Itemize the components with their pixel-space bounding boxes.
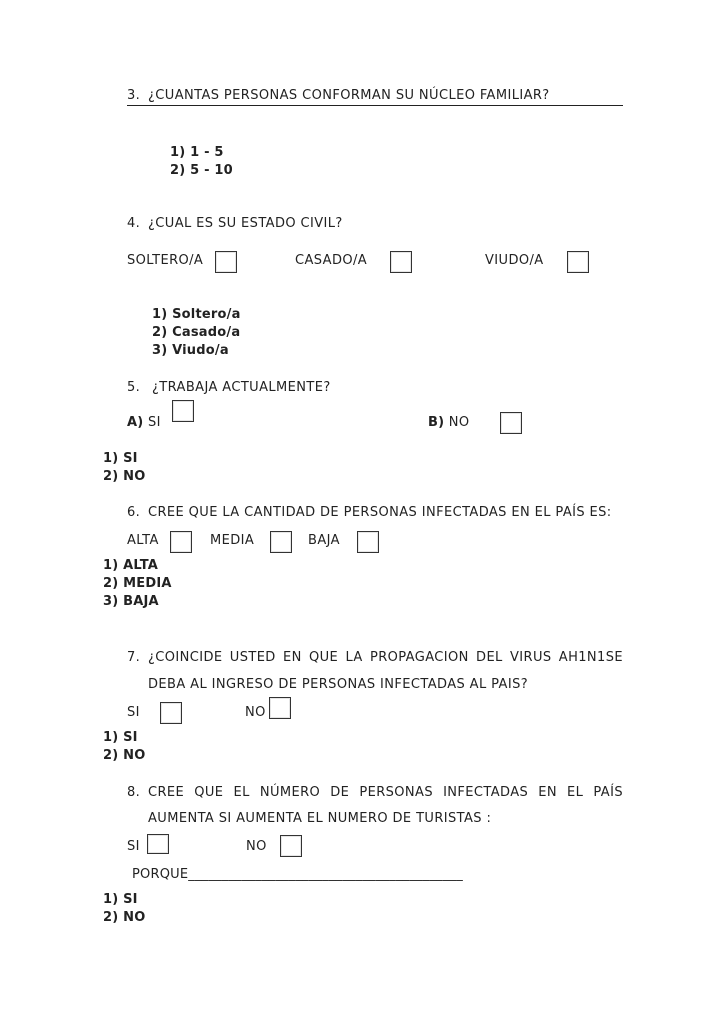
q4-code-3: 3) Viudo/a — [152, 343, 229, 358]
q3-question-text: ¿CUANTAS PERSONAS CONFORMAN SU NÚCLEO FAMILIAR? — [148, 88, 550, 103]
q5-option-a-letter: A) — [127, 415, 144, 430]
q5-option-b-label — [428, 415, 470, 431]
q4-option-casado-checkbox[interactable] — [390, 251, 412, 273]
q8-option-si-label: SI — [127, 839, 140, 854]
q8-number: 8. — [127, 785, 141, 800]
q5-option-a-text: SI — [143, 415, 161, 430]
q4-code-1: 1) Soltero/a — [152, 307, 241, 322]
q6-code-3: 3) BAJA — [103, 594, 159, 609]
q6-option-baja-checkbox[interactable] — [357, 531, 379, 553]
q5-option-b-checkbox[interactable] — [500, 412, 522, 434]
q8-porque-field[interactable]: PORQUE_________________________________________ — [132, 867, 463, 882]
q4-option-viudo-label: VIUDO/A — [485, 253, 544, 268]
q5-code-1: 1) SI — [103, 451, 138, 466]
q6-option-media-checkbox[interactable] — [270, 531, 292, 553]
q8-option-si-checkbox[interactable] — [147, 834, 169, 854]
q6-option-baja-label: BAJA — [308, 533, 340, 548]
q5-code-2: 2) NO — [103, 469, 146, 484]
q8-question-line-2: AUMENTA SI AUMENTA EL NUMERO DE TURISTAS : — [148, 811, 492, 826]
q4-option-casado-label: CASADO/A — [295, 253, 368, 268]
q8-code-1: 1) SI — [103, 892, 138, 907]
q5-question-text: ¿TRABAJA ACTUALMENTE? — [152, 380, 331, 395]
q5-option-b-letter: B) — [428, 415, 445, 430]
q4-option-soltero-label: SOLTERO/A — [127, 253, 204, 268]
q3-underline — [127, 105, 623, 106]
q4-number: 4. — [127, 216, 141, 231]
q3-code-1: 1) 1 - 5 — [170, 145, 224, 160]
q7-option-no-checkbox[interactable] — [269, 697, 291, 719]
q5-number: 5. — [127, 380, 141, 395]
q4-question-text: ¿CUAL ES SU ESTADO CIVIL? — [148, 216, 343, 231]
q6-option-media-label: MEDIA — [210, 533, 255, 548]
q7-code-1: 1) SI — [103, 730, 138, 745]
q8-question-line-1: CREE QUE EL NÚMERO DE PERSONAS INFECTADAS EN EL PAÍS — [148, 785, 623, 800]
q3-number: 3. — [127, 88, 141, 103]
q4-option-soltero-checkbox[interactable] — [215, 251, 237, 273]
q6-code-1: 1) ALTA — [103, 558, 159, 573]
q6-code-2: 2) MEDIA — [103, 576, 172, 591]
q7-code-2: 2) NO — [103, 748, 146, 763]
q7-option-si-checkbox[interactable] — [160, 702, 182, 724]
q7-question-line-2: DEBA AL INGRESO DE PERSONAS INFECTADAS AL PAIS? — [148, 677, 529, 692]
q5-option-a-label — [127, 415, 161, 431]
q5-option-b-text: NO — [444, 415, 470, 430]
q4-code-2: 2) Casado/a — [152, 325, 241, 340]
q6-number: 6. — [127, 505, 141, 520]
q7-option-no-label: NO — [245, 705, 266, 720]
q7-option-si-label: SI — [127, 705, 140, 720]
q8-option-no-label: NO — [246, 839, 267, 854]
q8-option-no-checkbox[interactable] — [280, 835, 302, 857]
q7-number: 7. — [127, 650, 141, 665]
q4-option-viudo-checkbox[interactable] — [567, 251, 589, 273]
q8-code-2: 2) NO — [103, 910, 146, 925]
q6-option-alta-label: ALTA — [127, 533, 159, 548]
q7-question-line-1: ¿COINCIDE USTED EN QUE LA PROPAGACION DEL VIRUS AH1N1SE — [148, 650, 623, 665]
q6-option-alta-checkbox[interactable] — [170, 531, 192, 553]
q6-question-text: CREE QUE LA CANTIDAD DE PERSONAS INFECTADAS EN EL PAÍS ES: — [148, 505, 612, 520]
q5-option-a-checkbox[interactable] — [172, 400, 194, 422]
q3-code-2: 2) 5 - 10 — [170, 163, 233, 178]
